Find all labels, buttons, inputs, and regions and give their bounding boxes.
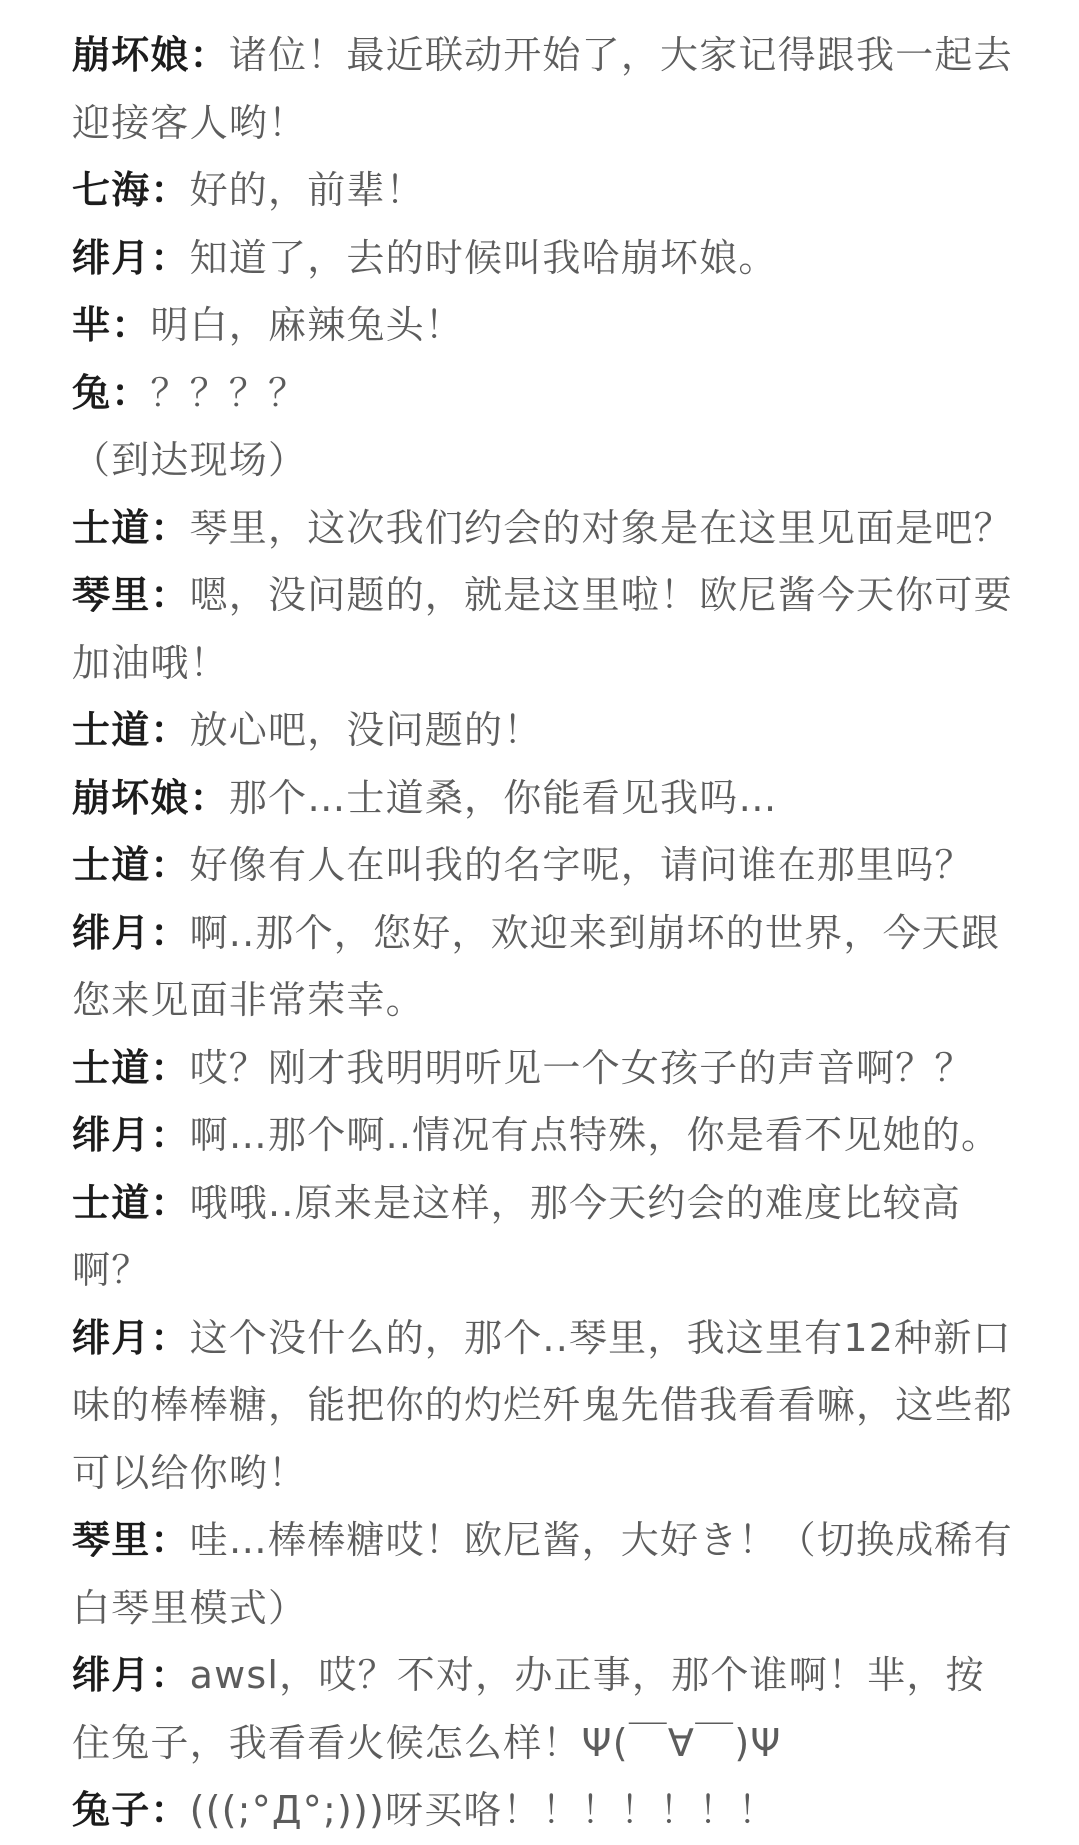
speaker-name: 绯月： xyxy=(72,1315,190,1360)
speech-text: 哦哦..原来是这样，那今天约会的难度比较高啊？ xyxy=(72,1180,961,1292)
speech-text: （到达现场） xyxy=(72,438,308,482)
dialogue-line xyxy=(72,157,1018,225)
speech-text: 哇…棒棒糖哎！欧尼酱，大好き！（切换成稀有白琴里模式） xyxy=(72,1518,1013,1630)
dialogue-line xyxy=(72,360,1018,428)
speaker-name: 兔子： xyxy=(72,1788,190,1832)
speech-text: (((;°Д°;)))呀买咯！！！！！！！ xyxy=(189,1788,778,1832)
speaker-name: 士道： xyxy=(72,1180,190,1225)
speech-text: 这个没什么的，那个..琴里，我这里有12种新口味的棒棒糖，能把你的灼烂歼鬼先借我看看嘛，这些都可以给你哟！ xyxy=(72,1315,1013,1495)
speaker-name: 崩坏娘： xyxy=(72,775,229,820)
dialogue-line xyxy=(72,225,1018,293)
speech-text: ？？？？ xyxy=(150,370,308,415)
dialogue-line xyxy=(72,292,1018,360)
speaker-name: 芈： xyxy=(72,303,151,347)
speaker-name: 绯月： xyxy=(72,910,190,955)
dialogue-line xyxy=(72,1305,1018,1508)
speech-text: 啊..那个，您好，欢迎来到崩坏的世界，今天跟您来见面非常荣幸。 xyxy=(72,910,1001,1022)
dialogue-line xyxy=(72,1102,1018,1170)
dialogue-line xyxy=(72,697,1018,765)
speaker-name: 士道： xyxy=(72,1045,190,1090)
dialogue-line xyxy=(72,562,1018,697)
dialogue-line xyxy=(72,1170,1018,1305)
speaker-name: 士道： xyxy=(72,843,190,887)
dialogue-line xyxy=(72,1507,1018,1642)
speaker-name: 琴里： xyxy=(72,573,190,617)
speaker-name: 琴里： xyxy=(72,1518,190,1562)
dialogue-line xyxy=(72,1642,1018,1777)
speech-text: 琴里，这次我们约会的对象是在这里见面是吧？ xyxy=(189,505,1013,550)
speech-text: 知道了，去的时候叫我哈崩坏娘。 xyxy=(189,235,778,280)
dialogue-line xyxy=(72,495,1018,563)
speech-text: 放心吧，没问题的！ xyxy=(189,708,543,752)
dialogue-line xyxy=(72,832,1018,900)
stage-direction xyxy=(72,427,1018,495)
dialogue-document xyxy=(72,22,1018,1845)
speech-text: 那个…士道桑，你能看见我吗… xyxy=(228,775,778,820)
speaker-name: 绯月： xyxy=(72,235,190,280)
speech-text: 好像有人在叫我的名字呢，请问谁在那里吗？ xyxy=(189,843,974,887)
speaker-name: 士道： xyxy=(72,708,190,752)
speech-text: 诸位！最近联动开始了，大家记得跟我一起去迎接客人哟！ xyxy=(72,33,1013,145)
speaker-name: 绯月： xyxy=(72,1113,190,1157)
speaker-name: 绯月： xyxy=(72,1653,190,1697)
speech-text: awsl，哎？不对，办正事，那个谁啊！芈，按住兔子，我看看火候怎么样！Ψ(￣∀￣)Ψ xyxy=(72,1653,985,1765)
dialogue-line xyxy=(72,22,1018,157)
speech-text: 啊…那个啊..情况有点特殊，你是看不见她的。 xyxy=(189,1113,1001,1157)
speaker-name: 崩坏娘： xyxy=(72,33,229,77)
dialogue-line xyxy=(72,1777,1018,1845)
speech-text: 明白，麻辣兔头！ xyxy=(150,303,465,347)
speech-text: 好的，前辈！ xyxy=(189,168,425,212)
dialogue-line xyxy=(72,765,1018,833)
dialogue-line xyxy=(72,1035,1018,1103)
speech-text: 嗯，没问题的，就是这里啦！欧尼酱今天你可要加油哦！ xyxy=(72,573,1013,685)
speaker-name: 士道： xyxy=(72,505,190,550)
speaker-name: 七海： xyxy=(72,168,190,212)
dialogue-line xyxy=(72,900,1018,1035)
speaker-name: 兔： xyxy=(72,370,151,415)
speech-text: 哎？刚才我明明听见一个女孩子的声音啊？？ xyxy=(189,1045,974,1090)
